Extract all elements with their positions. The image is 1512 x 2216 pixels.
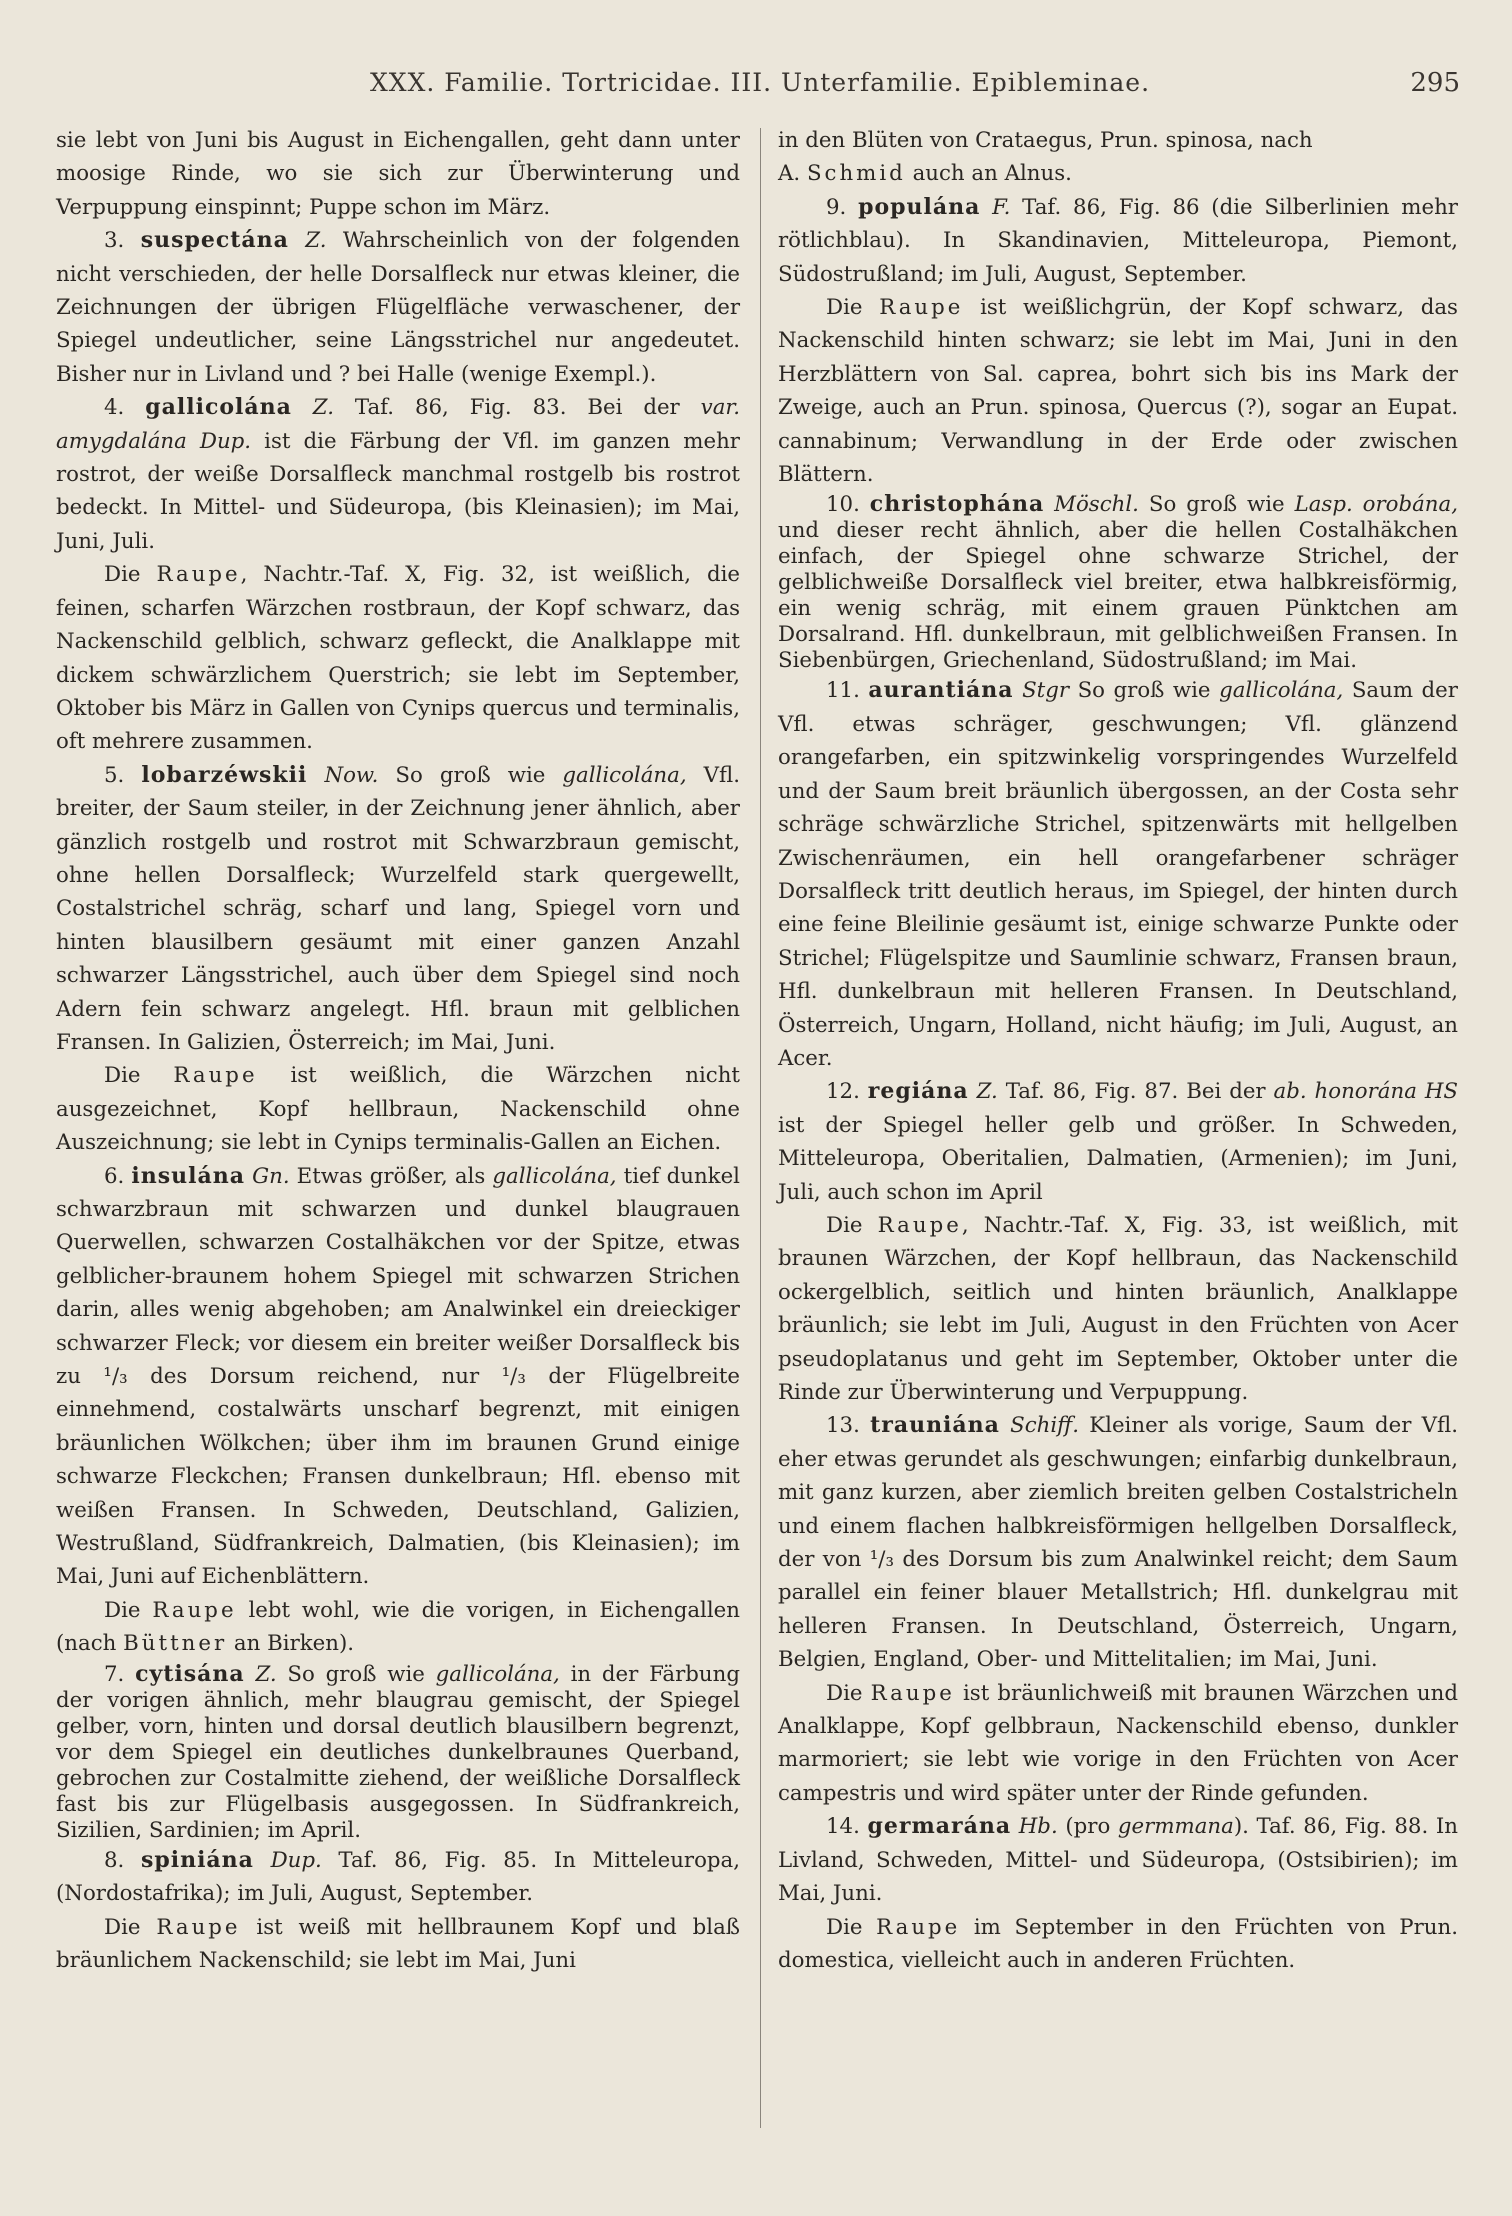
species-author: F. (992, 194, 1011, 220)
species-author: Schiff. (1010, 1413, 1080, 1439)
species-author: Gn. (252, 1163, 290, 1189)
raupe-label: Raupe (877, 1212, 962, 1238)
person-name: Schmid (806, 161, 906, 187)
larva-paragraph: Die Raupe ist weißlich, die Wärzchen nicht ausgezeichnet, Kopf hellbraun, Nackenschild ohne Auszeichnung; sie lebt in Cynips terminalis-Gallen an Eichen. (56, 1063, 740, 1156)
species-name: insulána (131, 1162, 246, 1189)
paragraph: A. Schmid auch an Alnus. (778, 161, 1072, 187)
species-name: gallicolána (145, 394, 292, 421)
raupe-label: Raupe (870, 1680, 955, 1706)
species-author: Z. (305, 228, 327, 254)
species-entry: 10. christophána Möschl. So groß wie Lasp. orobána, und dieser recht ähnlich, aber die hellen Costalhäkchen einfach, der Spiegel ohne schwarze Strichel, der gelblichweiße Dorsalfleck viel breiter, etwa halbkreisförmig, ein wenig schräg, mit einem grauen Pünktchen am Dorsalrand. Hfl. dunkelbraun, mit gelblichweißen Fransen. In Siebenbürgen, Griechenland, Südostrußland; im Mai. (778, 491, 1458, 674)
raupe-label: Raupe (879, 295, 964, 321)
species-author: Hb. (1018, 1814, 1058, 1840)
species-author: Now. (324, 762, 379, 788)
paragraph: sie lebt von Juni bis August in Eichengallen, geht dann unter moosige Rinde, wo sie sich zur Überwinterung und Verpuppung einspinnt; Puppe schon im März. (56, 128, 740, 220)
larva-paragraph: Die Raupe ist weißlichgrün, der Kopf schwarz, das Nackenschild hinten schwarz; sie lebt im Mai, Juni in den Herzblättern von Sal. caprea, bohrt sich bis ins Mark der Zweige, auch an Prun. spinosa, Quercus (?), sogar an Eupat. cannabinum; Verwandlung in der Erde oder zwischen Blättern. (778, 295, 1458, 488)
species-entry: 13. trauniána Schiff. Kleiner als vorige, Saum der Vfl. eher etwas gerundet als geschwungen; einfarbig dunkelbraun, mit ganz kurzen, aber ziemlich breiten gelben Costalstricheln und einem flachen halbkreisförmigen hellgelben Dorsalfleck, der von ¹/₃ des Dorsum bis zum Analwinkel reicht; dem Saum parallel ein feiner blauer Metallstrich; Hfl. dunkelgrau mit helleren Fransen. In Deutschland, Österreich, Ungarn, Belgien, England, Ober- und Mittelitalien; im Mai, Juni. (778, 1412, 1458, 1673)
species-entry: 11. aurantiána Stgr So groß wie gallicolána, Saum der Vfl. etwas schräger, geschwungen; Vfl. glänzend orangefarben, ein spitzwinkelig vorspringendes Wurzelfeld und der Saum breit bräunlich übergossen, an der Costa sehr schräge schwärzliche Strichel, spitzenwärts mit hellgelben Zwischenräumen, ein hell orangefarbener schräger Dorsalfleck tritt deutlich heraus, im Spiegel, der hinten durch eine feine Bleilinie gesäumt ist, einige schwarze Punkte oder Strichel; Flügelspitze und Saumlinie schwarz, Fransen braun, Hfl. dunkelbraun mit helleren Fransen. In Deutschland, Österreich, Ungarn, Holland, nicht häufig; im Juli, August, an Acer. (778, 677, 1458, 1071)
species-author: Z. (312, 395, 334, 421)
raupe-label: Raupe (156, 1914, 241, 1940)
species-author: Möschl. (1054, 492, 1139, 518)
species-entry: 7. cytisána Z. So groß wie gallicolána, in der Färbung der vorigen ähnlich, mehr blaugrau gemischt, der Spiegel gelber, vorn, hinten und dorsal deutlich blausilbern begrenzt, vor dem Spiegel ein deutliches dunkelbraunes Querband, gebrochen zur Costalmitte ziehend, der weißliche Dorsalfleck fast bis zur Flügelbasis ausgegossen. In Südfrankreich, Sizilien, Sardinien; im April. (56, 1660, 740, 1843)
left-column (56, 124, 740, 2184)
variety-name: ab. honorána HS (1273, 1079, 1458, 1105)
larva-paragraph: Die Raupe, Nachtr.-Taf. X, Fig. 33, ist weißlich, mit braunen Wärzchen, der Kopf hellbraun, das Nackenschild ockergelblich, seitlich und hinten bräunlich, Analklappe bräunlich; sie lebt im Juli, August in den Früchten von Acer pseudoplatanus und geht im September, Oktober unter die Rinde zur Überwinterung und Verpuppung. (778, 1212, 1458, 1405)
species-name: cytisána (135, 1660, 245, 1687)
person-name: Büttner (123, 1631, 228, 1657)
raupe-label: Raupe (876, 1914, 961, 1940)
larva-paragraph: Die Raupe ist bräunlichweiß mit braunen Wärzchen und Analklappe, Kopf gelbbraun, Nackenschild ebenso, dunkler marmoriert; sie lebt wie vorige in den Früchten von Acer campestris und wird später unter der Rinde gefunden. (778, 1680, 1458, 1806)
species-entry: 14. germarána Hb. (pro germmana). Taf. 86, Fig. 88. In Livland, Schweden, Mittel- und Südeuropa, (Ostsibirien); im Mai, Juni. (778, 1813, 1458, 1907)
species-name: regiána (867, 1078, 969, 1105)
species-entry: 3. suspectána Z. Wahrscheinlich von der folgenden nicht verschieden, der helle Dorsalfleck nur etwas kleiner, die Zeichnungen der übrigen Flügelfläche verwaschener, der Spiegel undeutlicher, seine Längsstrichel nur angedeutet. Bisher nur in Livland und ? bei Halle (wenige Exempl.). (56, 227, 740, 387)
larva-paragraph: Die Raupe, Nachtr.-Taf. X, Fig. 32, ist weißlich, die feinen, scharfen Wärzchen rostbraun, der Kopf schwarz, das Nackenschild gelblich, schwarz gefleckt, die Analklappe mit dickem schwärzlichem Querstrich; sie lebt im September, Oktober bis März in Gallen von Cynips quercus und terminalis, oft mehrere zusammen. (56, 562, 741, 755)
species-entry: 12. regiána Z. Taf. 86, Fig. 87. Bei der ab. honorána HS ist der Spiegel heller gelb und größer. In Schweden, Mitteleuropa, Oberitalien, Dalmatien, (Armenien); im Juni, Juli, auch schon im April (778, 1078, 1458, 1205)
species-entry: 9. populána F. Taf. 86, Fig. 86 (die Silberlinien mehr rötlichblau). In Skandinavien, Mitteleuropa, Piemont, Südostrußland; im Juli, August, September. (778, 193, 1458, 287)
species-name: aurantiána (868, 677, 1014, 704)
species-entry: 5. lobarzéwskii Now. So groß wie gallicolána, Vfl. breiter, der Saum steiler, in der Zeichnung jener ähnlich, aber gänzlich rostgelb und rostrot mit Schwarzbraun gemischt, ohne hellen Dorsalfleck; Wurzelfeld stark quergewellt, Costalstrichel schräg, scharf und lang, Spiegel vorn und hinten blausilbern gesäumt mit einer ganzen Anzahl schwarzer Längsstrichel, auch über dem Spiegel sind noch Adern fein schwarz angelegt. Hfl. braun mit gelblichen Fransen. In Galizien, Österreich; im Mai, Juni. (56, 761, 740, 1055)
species-author: Z. (976, 1079, 998, 1105)
raupe-label: Raupe (173, 1063, 258, 1089)
running-header (60, 68, 1460, 108)
raupe-label: Raupe (152, 1597, 237, 1623)
paragraph: in den Blüten von Crataegus, Prun. spinosa, nach (778, 128, 1313, 153)
species-entry: 6. insulána Gn. Etwas größer, als gallicolána, tief dunkel schwarzbraun mit schwarzen und dunkel blaugrauen Querwellen, schwarzen Costalhäkchen vor der Spitze, etwas gelblicher-braunem hohem Spiegel mit schwarzen Strichen darin, alles wenig abgehoben; am Analwinkel ein dreieckiger schwarzer Fleck; vor diesem ein breiter weißer Dorsalfleck bis zu ¹/₃ des Dorsum reichend, nur ¹/₃ der Flügelbreite einnehmend, costalwärts unscharf begrenzt, mit einigen bräunlichen Wölkchen; über ihm im braunen Grund einige schwarze Fleckchen; Fransen dunkelbraun; Hfl. ebenso mit weißen Fransen. In Schweden, Deutschland, Galizien, Westrußland, Südfrankreich, Dalmatien, (bis Kleinasien); im Mai, Juni auf Eichenblättern. (56, 1162, 740, 1590)
variety-name: var. amygdalána Dup. (56, 395, 740, 454)
species-author: Z. (255, 1661, 277, 1687)
species-entry: 8. spiniána Dup. Taf. 86, Fig. 85. In Mitteleuropa, (Nordostafrika); im Juli, August, September. (56, 1846, 741, 1907)
species-author: Dup. (270, 1847, 322, 1873)
species-name: suspectána (140, 227, 289, 254)
species-name: spiniána (140, 1846, 254, 1873)
page-number: 295 (1410, 68, 1460, 98)
species-entry: 4. gallicolána Z. Taf. 86, Fig. 83. Bei der var. amygdalána Dup. ist die Färbung der Vfl. im ganzen mehr rostrot, der weiße Dorsalfleck manchmal rostgelb bis rostrot bedeckt. In Mittel- und Südeuropa, (bis Kleinasien); im Mai, Juni, Juli. (56, 394, 740, 554)
header-title: XXX. Familie. Tortricidae. III. Unterfamilie. Epibleminae. (369, 68, 1151, 97)
larva-paragraph: Die Raupe lebt wohl, wie die vorigen, in Eichengallen (nach Büttner an Birken). (56, 1597, 740, 1657)
species-name: lobarzéwskii (141, 761, 308, 788)
species-name: trauniána (870, 1412, 1000, 1439)
species-author: Stgr (1022, 678, 1070, 704)
species-name: populána (858, 193, 981, 220)
larva-paragraph: Die Raupe ist weiß mit hellbraunem Kopf und blaß bräunlichem Nackenschild; sie lebt im Mai, Juni (56, 1914, 741, 1973)
species-name: christophána (869, 491, 1045, 518)
column-divider (760, 128, 761, 2128)
right-column (778, 124, 1458, 2184)
raupe-label: Raupe (156, 562, 241, 588)
larva-paragraph: Die Raupe im September in den Früchten von Prun. domestica, vielleicht auch in anderen Früchten. (778, 1914, 1458, 1973)
species-name: germarána (867, 1813, 1012, 1840)
